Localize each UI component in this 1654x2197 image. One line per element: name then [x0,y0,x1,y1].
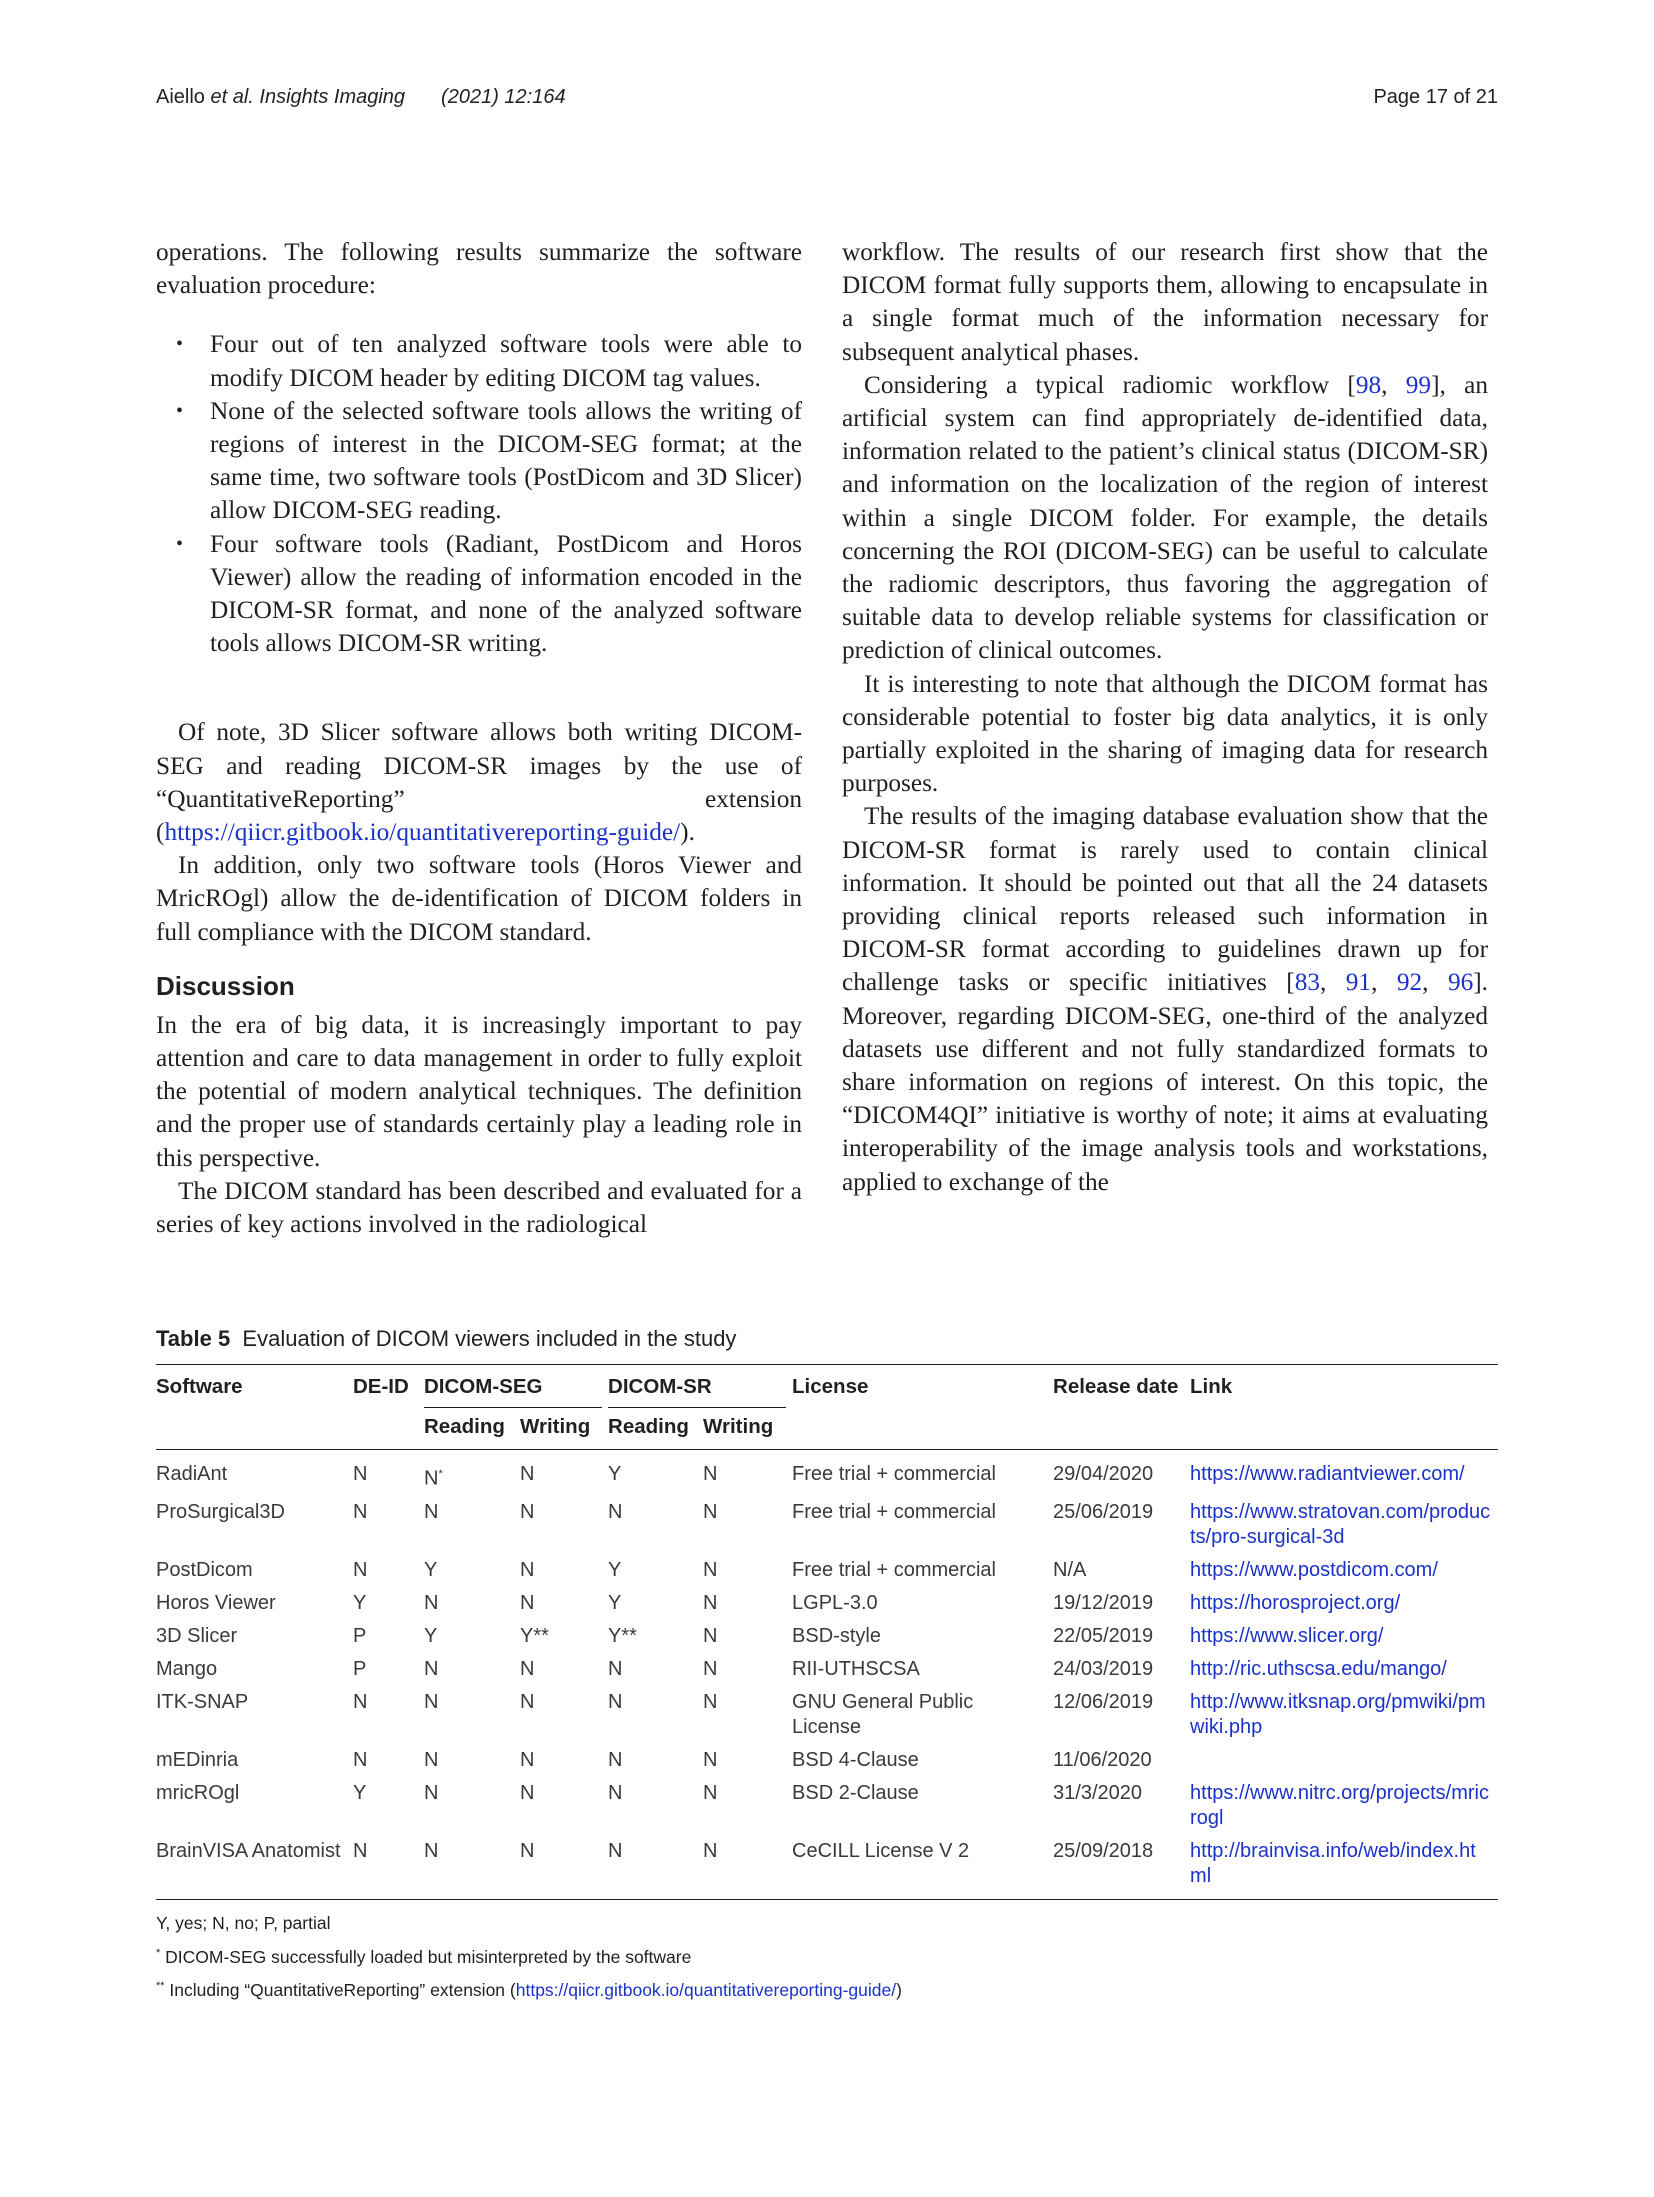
cell-link [1190,1624,1498,1657]
col-software: Software [156,1375,243,1398]
table-row [156,1839,1498,1900]
cell-sr-reading-value: Y** [608,1624,637,1647]
dicom-viewers-table [156,1364,1498,1900]
col-license: License [792,1375,869,1398]
cell-seg-writing-value: N [520,1500,535,1523]
cell-software [156,1748,353,1781]
cell-deid [353,1839,424,1900]
cell-sr-writing [703,1558,792,1591]
cell-seg-reading-value: Y [424,1624,438,1647]
col-link: Link [1190,1375,1233,1398]
cell-link [1190,1781,1498,1839]
cell-software-value: Mango [156,1657,218,1680]
cell-deid-value: P [353,1624,367,1647]
cell-software [156,1690,353,1748]
cell-license-value: RII-UTHSCSA [792,1657,920,1680]
table-caption [156,1326,1498,1352]
cell-sr-writing-value: N [703,1748,718,1771]
cell-software-value: BrainVISA Anatomist [156,1839,341,1862]
col-sr-writing: Writing [703,1415,774,1438]
ref-91-link[interactable]: 91 [1345,968,1372,997]
cell-deid-value: N [353,1839,368,1862]
cell-software-value: RadiAnt [156,1463,228,1485]
table-row [156,1591,1498,1624]
cell-deid [353,1450,424,1500]
cell-license-value: Free trial + commercial [792,1558,996,1581]
cell-link [1190,1558,1498,1591]
cell-link [1190,1748,1498,1781]
cell-seg-reading-value: N [424,1839,439,1862]
cell-software [156,1657,353,1690]
workflow-paragraph: workflow. The results of our research first show that the DICOM format fully supports them, allowing to encapsulate in a single format much of the information necessary for subsequent analytical phases. [842,238,1488,366]
dicom-seg-group: DICOM-SEG [424,1375,602,1408]
cell-seg-writing [520,1748,608,1781]
cell-seg-reading-value: N [424,1657,439,1680]
cell-deid [353,1657,424,1690]
footnote-2-link[interactable]: https://qiicr.gitbook.io/quantitativereporting-guide/ [515,1980,897,2001]
cell-seg-writing [520,1558,608,1591]
footnote-1-text: DICOM-SEG successfully loaded but misinterpreted by the software [160,1946,692,1967]
cell-license-value: GNU General Public License [792,1690,974,1738]
cell-deid [353,1690,424,1748]
cell-sr-reading [608,1657,703,1690]
cell-sr-reading-value: N [608,1748,623,1771]
cell-license [792,1781,1053,1839]
cell-sr-reading-value: N [608,1500,623,1523]
database-text-end: ]. Moreover, regarding DICOM-SEG, one-third of the analyzed datasets use different and not fully standardized formats to share information on regions of interest. On this topic, the “DICOM4QI” initiative is worthy of note; it aims at evaluating interoperability of the image analysis tools and workstations, applied to exchange of the [842,968,1488,1196]
cell-release-date-value: 19/12/2019 [1053,1591,1154,1614]
page-number: Page 17 of 21 [1373,86,1498,108]
table-footnotes [156,1908,1498,2006]
col-dicom-seg [424,1365,608,1410]
cell-seg-reading-value: N [424,1467,439,1490]
cell-seg-reading [424,1500,520,1558]
cell-sr-reading-value: N [608,1839,623,1862]
cell-release-date [1053,1591,1190,1624]
cell-license [792,1500,1053,1558]
cell-sr-reading [608,1624,703,1657]
footnote-2-text: Including “QuantitativeReporting” extension ( [164,1980,516,2001]
running-header-citation [156,86,566,109]
col-seg-reading: Reading [424,1415,505,1438]
cell-deid-value: N [353,1690,368,1713]
cell-license-value: BSD-style [792,1624,881,1647]
cell-release-date-value: 12/06/2019 [1053,1690,1154,1713]
cell-sr-writing-value: N [703,1591,718,1614]
cell-software-value: mricROgl [156,1781,240,1804]
discussion-paragraph-1: In the era of big data, it is increasingly important to pay attention and care to data management in order to fully exploit the potential of modern analytical techniques. The definition and the proper use of standards certainly play a leading role in this perspective. [156,1010,802,1172]
cell-seg-reading [424,1657,520,1690]
table-row [156,1500,1498,1558]
cell-release-date-value: 31/3/2020 [1053,1781,1143,1804]
cell-license-value: BSD 2-Clause [792,1781,919,1804]
cell-deid-value: N [353,1463,368,1485]
cell-software [156,1839,353,1900]
cell-software [156,1624,353,1657]
cell-license [792,1450,1053,1500]
ref-98-link[interactable]: 98 [1355,370,1382,399]
cell-sr-writing-value: N [703,1500,718,1523]
cell-sr-writing [703,1781,792,1839]
radiomic-text-end: ], an artificial system can find appropriately de-identified data, information related to the patient’s clinical status (DICOM-SR) and information on the localization of the region of interest within a single DICOM folder. For example, the details concerning the ROI (DICOM-SEG) can be useful to calculate the radiomic descriptors, thus favoring the aggregation of suitable data to develop reliable systems for classification or prediction of clinical outcomes. [842,370,1488,665]
cell-release-date-value: 25/06/2019 [1053,1500,1154,1523]
of-note-paragraph [156,716,802,849]
intro-paragraph: operations. The following results summarize the software evaluation procedure: [156,238,802,300]
cell-release-date-value: 29/04/2020 [1053,1463,1154,1485]
header-journal: et al. Insights Imaging [210,86,406,108]
table-row [156,1558,1498,1591]
header-year-volume: (2021) 12:164 [441,86,566,108]
of-note-text-end: ). [680,818,695,847]
cell-deid-value: N [353,1558,368,1581]
cell-deid-value: N [353,1500,368,1523]
ref-separator: , [1381,370,1406,399]
imaging-database-paragraph [842,800,1488,1198]
footnote-2-mark: ** [156,1980,165,1993]
cell-deid-value: Y [353,1781,367,1804]
footnote-2-end: ) [896,1980,902,2001]
cell-sr-reading-value: Y [608,1558,622,1581]
discussion-paragraph-2: The DICOM standard has been described and evaluated for a series of key actions involved in the radiological [156,1176,802,1239]
cell-seg-reading-value: N [424,1748,439,1771]
cell-license-value: Free trial + commercial [792,1500,996,1523]
cell-seg-writing-value: N [520,1558,535,1581]
cell-sr-writing [703,1624,792,1657]
cell-software-value: 3D Slicer [156,1624,238,1647]
cell-sr-reading [608,1500,703,1558]
ref-92-link[interactable]: 92 [1396,968,1423,997]
cell-release-date [1053,1748,1190,1781]
cell-seg-reading [424,1624,520,1657]
cell-license [792,1591,1053,1624]
cell-sr-reading-value: Y [608,1463,622,1485]
cell-deid [353,1591,424,1624]
cell-sr-reading [608,1839,703,1900]
cell-software [156,1781,353,1839]
cell-sr-reading-value: N [608,1781,623,1804]
cell-software [156,1500,353,1558]
cell-sr-reading [608,1591,703,1624]
software-link[interactable]: https://horosproject.org/ [1190,1591,1401,1614]
col-dicom-sr [608,1365,792,1410]
footnote-mark: * [438,1468,443,1480]
cell-deid-value: N [353,1748,368,1771]
software-link[interactable]: http://ric.uthscsa.edu/mango/ [1190,1657,1447,1680]
cell-release-date-value: 25/09/2018 [1053,1839,1154,1862]
cell-seg-reading [424,1591,520,1624]
cell-release-date-value: 24/03/2019 [1053,1657,1154,1680]
software-link[interactable]: http://www.itksnap.org/pmwiki/pmwiki.php [1190,1690,1486,1738]
cell-license-value: CeCILL License V 2 [792,1839,970,1862]
discussion-heading: Discussion [156,970,295,1001]
cell-seg-writing [520,1781,608,1839]
cell-seg-reading [424,1690,520,1748]
dicom-sr-group: DICOM-SR [608,1375,786,1408]
col-sr-reading: Reading [608,1415,689,1438]
table-5 [156,1326,1498,2005]
software-link[interactable]: https://www.slicer.org/ [1190,1624,1384,1647]
table-row [156,1690,1498,1748]
cell-sr-writing [703,1690,792,1748]
cell-seg-reading-value: N [424,1500,439,1523]
cell-license [792,1657,1053,1690]
cell-seg-reading-value: N [424,1591,439,1614]
cell-seg-reading [424,1748,520,1781]
col-seg-writing: Writing [520,1415,591,1438]
cell-seg-reading [424,1558,520,1591]
table-header-row [156,1365,1498,1410]
cell-deid [353,1624,424,1657]
cell-seg-writing [520,1591,608,1624]
cell-seg-writing [520,1450,608,1500]
cell-deid [353,1500,424,1558]
cell-seg-reading [424,1781,520,1839]
cell-link [1190,1450,1498,1500]
big-data-paragraph: It is interesting to note that although the DICOM format has considerable potential to foster big data analytics, it is only partially exploited in the sharing of imaging data for research purposes. [842,669,1488,798]
cell-seg-writing [520,1690,608,1748]
table-label: Table 5 [156,1326,231,1351]
cell-release-date [1053,1839,1190,1900]
cell-seg-writing-value: N [520,1690,535,1713]
cell-software [156,1450,353,1500]
cell-software [156,1558,353,1591]
left-column [156,236,802,1241]
cell-sr-writing-value: N [703,1624,718,1647]
cell-software [156,1591,353,1624]
cell-release-date [1053,1558,1190,1591]
cell-release-date [1053,1781,1190,1839]
cell-license-value: Free trial + commercial [792,1463,996,1485]
cell-seg-writing [520,1839,608,1900]
cell-seg-reading-value: N [424,1690,439,1713]
ref-separator: , [1320,968,1346,997]
col-release-date: Release date [1053,1375,1179,1398]
cell-seg-writing [520,1500,608,1558]
ref-96-link[interactable]: 96 [1447,968,1474,997]
cell-deid [353,1558,424,1591]
cell-seg-writing [520,1624,608,1657]
cell-release-date [1053,1450,1190,1500]
col-deid: DE-ID [353,1375,409,1398]
quantitative-reporting-link[interactable]: https://qiicr.gitbook.io/quantitativereporting-guide/ [164,818,681,847]
cell-software-value: ProSurgical3D [156,1500,285,1523]
cell-sr-writing-value: N [703,1657,718,1680]
right-column [842,236,1488,1199]
cell-link [1190,1839,1498,1900]
cell-license-value: LGPL-3.0 [792,1591,878,1614]
bullet-item: • Four out of ten analyzed software tools were able to modify DICOM header by editing DICOM tag values. [210,328,802,394]
cell-seg-writing-value: N [520,1591,535,1614]
cell-seg-writing-value: N [520,1839,535,1862]
cell-license [792,1558,1053,1591]
software-link[interactable]: https://www.postdicom.com/ [1190,1558,1438,1581]
cell-deid [353,1748,424,1781]
table-row [156,1450,1498,1500]
software-link[interactable]: https://www.nitrc.org/projects/mricrogl [1190,1781,1489,1829]
cell-release-date-value: 22/05/2019 [1053,1624,1154,1647]
cell-seg-writing [520,1657,608,1690]
cell-license [792,1624,1053,1657]
radiomic-paragraph [842,369,1488,668]
database-text: The results of the imaging database evaluation show that the DICOM-SR format is rarely used to contain clinical information. It should be pointed out that all the 24 datasets providing clinical reports released such information in DICOM-SR format according to guidelines drawn up for challenge tasks or specific initiatives [ [842,802,1488,997]
cell-seg-writing-value: N [520,1463,535,1485]
cell-release-date-value: N/A [1053,1558,1087,1581]
cell-release-date [1053,1500,1190,1558]
cell-sr-reading-value: N [608,1690,623,1713]
cell-license [792,1839,1053,1900]
software-link[interactable]: https://www.radiantviewer.com/ [1190,1463,1465,1485]
addition-paragraph: In addition, only two software tools (Horos Viewer and MricROgl) allow the de-identification of DICOM folders in full compliance with the DICOM standard. [156,851,802,946]
software-link[interactable]: https://www.stratovan.com/products/pro-surgical-3d [1190,1500,1491,1548]
cell-deid [353,1781,424,1839]
radiomic-text: Considering a typical radiomic workflow [ [864,370,1356,399]
cell-link [1190,1657,1498,1690]
cell-seg-writing-value: Y** [520,1624,549,1647]
cell-release-date [1053,1624,1190,1657]
footnote-1-mark: * [156,1946,161,1959]
cell-software-value: PostDicom [156,1558,253,1581]
cell-sr-writing [703,1450,792,1500]
table-subheader-row [156,1409,1498,1450]
table-row [156,1657,1498,1690]
cell-sr-writing [703,1591,792,1624]
cell-software-value: ITK-SNAP [156,1690,249,1713]
cell-sr-reading [608,1781,703,1839]
table-caption-text: Evaluation of DICOM viewers included in the study [242,1326,737,1351]
ref-separator: , [1371,968,1397,997]
header-authors: Aiello [156,86,211,108]
cell-deid-value: Y [353,1591,367,1614]
cell-sr-reading [608,1450,703,1500]
cell-license [792,1690,1053,1748]
cell-license [792,1748,1053,1781]
cell-link [1190,1591,1498,1624]
ref-99-link[interactable]: 99 [1405,370,1432,399]
ref-separator: , [1422,968,1448,997]
cell-link [1190,1500,1498,1558]
cell-seg-writing-value: N [520,1781,535,1804]
cell-sr-writing-value: N [703,1558,718,1581]
cell-seg-reading-value: N [424,1781,439,1804]
cell-seg-reading [424,1450,520,1500]
cell-release-date [1053,1690,1190,1748]
cell-release-date-value: 11/06/2020 [1053,1748,1152,1771]
bullet-item: • Four software tools (Radiant, PostDicom and Horos Viewer) allow the reading of information encoded in the DICOM-SR format, and none of the analyzed software tools allows DICOM-SR writing. [210,528,802,661]
cell-license-value: BSD 4-Clause [792,1748,919,1771]
cell-sr-writing [703,1839,792,1900]
cell-deid-value: P [353,1657,367,1680]
cell-sr-writing-value: N [703,1463,718,1485]
cell-sr-writing-value: N [703,1839,718,1862]
cell-sr-reading-value: Y [608,1591,622,1614]
cell-sr-writing [703,1748,792,1781]
cell-software-value: Horos Viewer [156,1591,276,1614]
footnote-1 [156,1938,1498,1972]
cell-release-date [1053,1657,1190,1690]
software-link[interactable]: http://brainvisa.info/web/index.html [1190,1839,1476,1887]
ref-83-link[interactable]: 83 [1294,968,1320,997]
table-body [156,1450,1498,1900]
cell-seg-writing-value: N [520,1657,535,1680]
cell-seg-reading [424,1839,520,1900]
cell-sr-reading [608,1748,703,1781]
cell-seg-writing-value: N [520,1748,535,1771]
bullet-item: • None of the selected software tools allows the writing of regions of interest in the DICOM-SEG format; at the same time, two software tools (PostDicom and 3D Slicer) allow DICOM-SEG reading. [210,395,802,528]
cell-sr-writing [703,1500,792,1558]
results-bullet-list [156,328,802,660]
footnote-legend: Y, yes; N, no; P, partial [156,1912,331,1933]
cell-sr-writing [703,1657,792,1690]
cell-sr-reading [608,1690,703,1748]
cell-sr-reading [608,1558,703,1591]
cell-seg-reading-value: Y [424,1558,438,1581]
table-row [156,1748,1498,1781]
table-row [156,1781,1498,1839]
cell-sr-writing-value: N [703,1690,718,1713]
cell-link [1190,1690,1498,1748]
cell-sr-writing-value: N [703,1781,718,1804]
of-note-text: Of note, 3D Slicer software allows both writing DICOM-SEG and reading DICOM-SR images by the use of “QuantitativeReporting” extension ( [156,718,802,847]
footnote-2 [156,1971,1498,2005]
cell-software-value: mEDinria [156,1748,239,1771]
cell-sr-reading-value: N [608,1657,623,1680]
table-row [156,1624,1498,1657]
